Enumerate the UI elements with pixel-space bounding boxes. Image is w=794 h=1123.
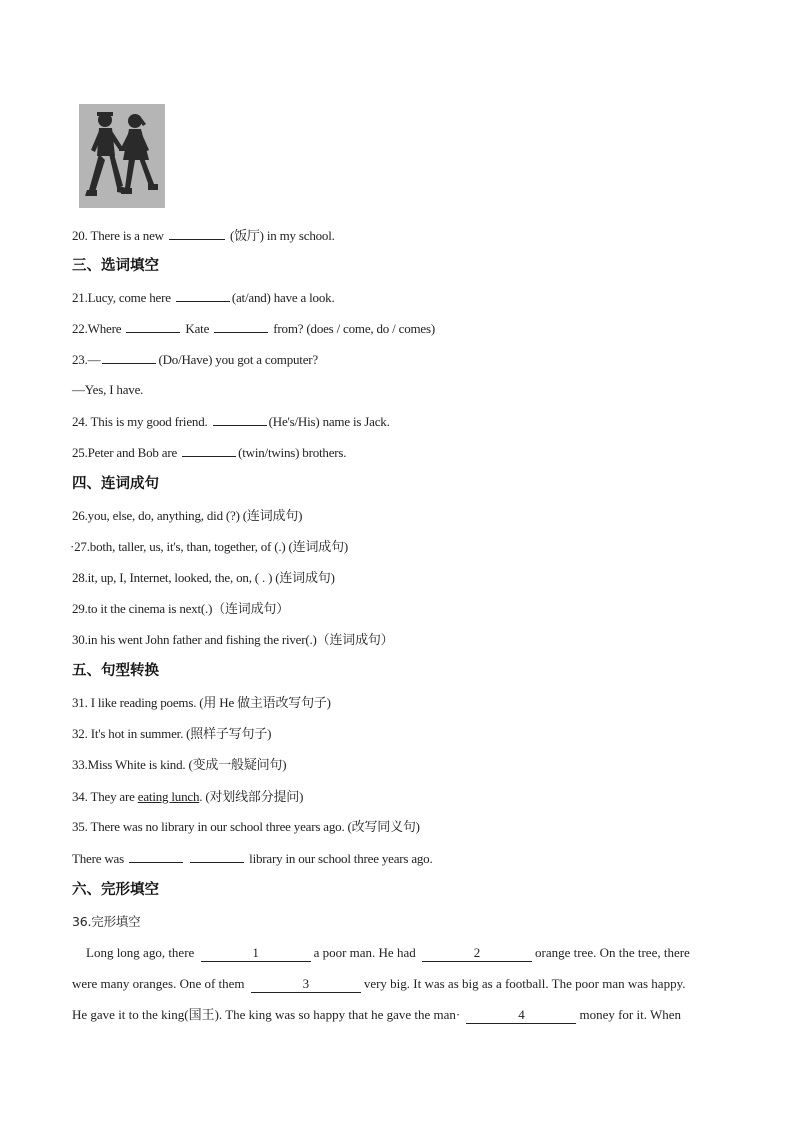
- question-27: ·27.both, taller, us, it's, than, together, of (.) (连词成句): [70, 539, 349, 554]
- cloze-text-2a: were many oranges. One of them: [72, 976, 245, 991]
- q35-answer-blank-2[interactable]: [190, 849, 244, 863]
- q20-text-before: 20. There is a new: [72, 228, 164, 243]
- question-34: [72, 788, 732, 806]
- q35-answer-blank-1[interactable]: [129, 849, 183, 863]
- section-4-title: 四、连词成句: [72, 476, 159, 492]
- cloze-text-2b: very big. It was as big as a football. The poor man was happy.: [363, 976, 686, 991]
- q34-text-after: . (对划线部分提问): [199, 789, 304, 804]
- q24-answer-blank[interactable]: [213, 412, 267, 426]
- cloze-text-3a: He gave it to the king(国王). The king was so happy that he gave the man·: [72, 1007, 461, 1022]
- cloze-text-1c: orange tree. On the tree, there: [534, 945, 690, 960]
- q23-answer-blank[interactable]: [102, 350, 156, 364]
- question-21: [72, 288, 732, 307]
- question-36-label: 36.完形填空: [72, 914, 141, 929]
- question-23: [72, 350, 732, 369]
- q22-answer-blank-2[interactable]: [214, 319, 268, 333]
- question-22: [72, 319, 732, 338]
- q21-answer-blank[interactable]: [176, 288, 230, 302]
- question-20: [72, 226, 732, 245]
- question-24: [72, 412, 732, 431]
- q24-text-before: 24. This is my good friend.: [72, 414, 208, 429]
- question-29: 29.to it the cinema is next(.)（连词成句）: [72, 601, 290, 616]
- q22-text-part1: 22.Where: [72, 321, 122, 336]
- question-31: 31. I like reading poems. (用 He 做主语改写句子): [72, 695, 331, 710]
- cloze-line-2: [72, 975, 724, 993]
- q23-text-after: (Do/Have) you got a computer?: [158, 352, 318, 367]
- q22-answer-blank-1[interactable]: [126, 319, 180, 333]
- cloze-line-3: [72, 1006, 724, 1024]
- q24-text-after: (He's/His) name is Jack.: [268, 414, 390, 429]
- section-3-title: 三、选词填空: [72, 258, 159, 274]
- cloze-blank-3[interactable]: 3: [251, 976, 361, 993]
- question-25: [72, 443, 732, 462]
- q34-underlined-phrase: eating lunch: [137, 789, 200, 804]
- q20-text-after: (饭厅) in my school.: [229, 228, 335, 243]
- walking-children-picture: [79, 104, 165, 208]
- question-30: 30.in his went John father and fishing the river(.)（连词成句）: [72, 632, 394, 647]
- q23-text-before: 23.—: [72, 352, 101, 367]
- cloze-text-1a: Long long ago, there: [86, 945, 195, 960]
- cloze-line-1: [86, 944, 724, 962]
- cloze-blank-1[interactable]: 1: [201, 945, 311, 962]
- cloze-text-1b: a poor man. He had: [313, 945, 416, 960]
- q22-text-part3: from? (does / come, do / comes): [273, 321, 435, 336]
- cloze-text-3b: money for it. When: [579, 1007, 682, 1022]
- question-26: 26.you, else, do, anything, did (?) (连词成句): [72, 508, 303, 523]
- q35-text-after: library in our school three years ago.: [249, 851, 433, 866]
- q35-rewrite-line: [72, 849, 732, 868]
- q22-text-part2: Kate: [185, 321, 210, 336]
- question-35: 35. There was no library in our school three years ago. (改写同义句): [72, 819, 420, 834]
- q34-text-before: 34. They are: [72, 789, 135, 804]
- question-28: 28.it, up, I, Internet, looked, the, on, ( . ) (连词成句): [72, 570, 335, 585]
- question-33: 33.Miss White is kind. (变成一般疑问句): [72, 757, 287, 772]
- q21-text-after: (at/and) have a look.: [231, 290, 335, 305]
- section-6-title: 六、完形填空: [72, 882, 159, 898]
- q35-text-before: There was: [72, 851, 124, 866]
- q25-text-before: 25.Peter and Bob are: [72, 445, 178, 460]
- q25-text-after: (twin/twins) brothers.: [238, 445, 347, 460]
- question-32: 32. It's hot in summer. (照样子写句子): [72, 726, 272, 741]
- q21-text-before: 21.Lucy, come here: [72, 290, 171, 305]
- q20-answer-blank[interactable]: [169, 226, 225, 240]
- cloze-blank-2[interactable]: 2: [422, 945, 532, 962]
- q25-answer-blank[interactable]: [182, 443, 236, 457]
- q23-response: —Yes, I have.: [72, 382, 144, 397]
- cloze-blank-4[interactable]: 4: [466, 1007, 576, 1024]
- section-5-title: 五、句型转换: [72, 663, 159, 679]
